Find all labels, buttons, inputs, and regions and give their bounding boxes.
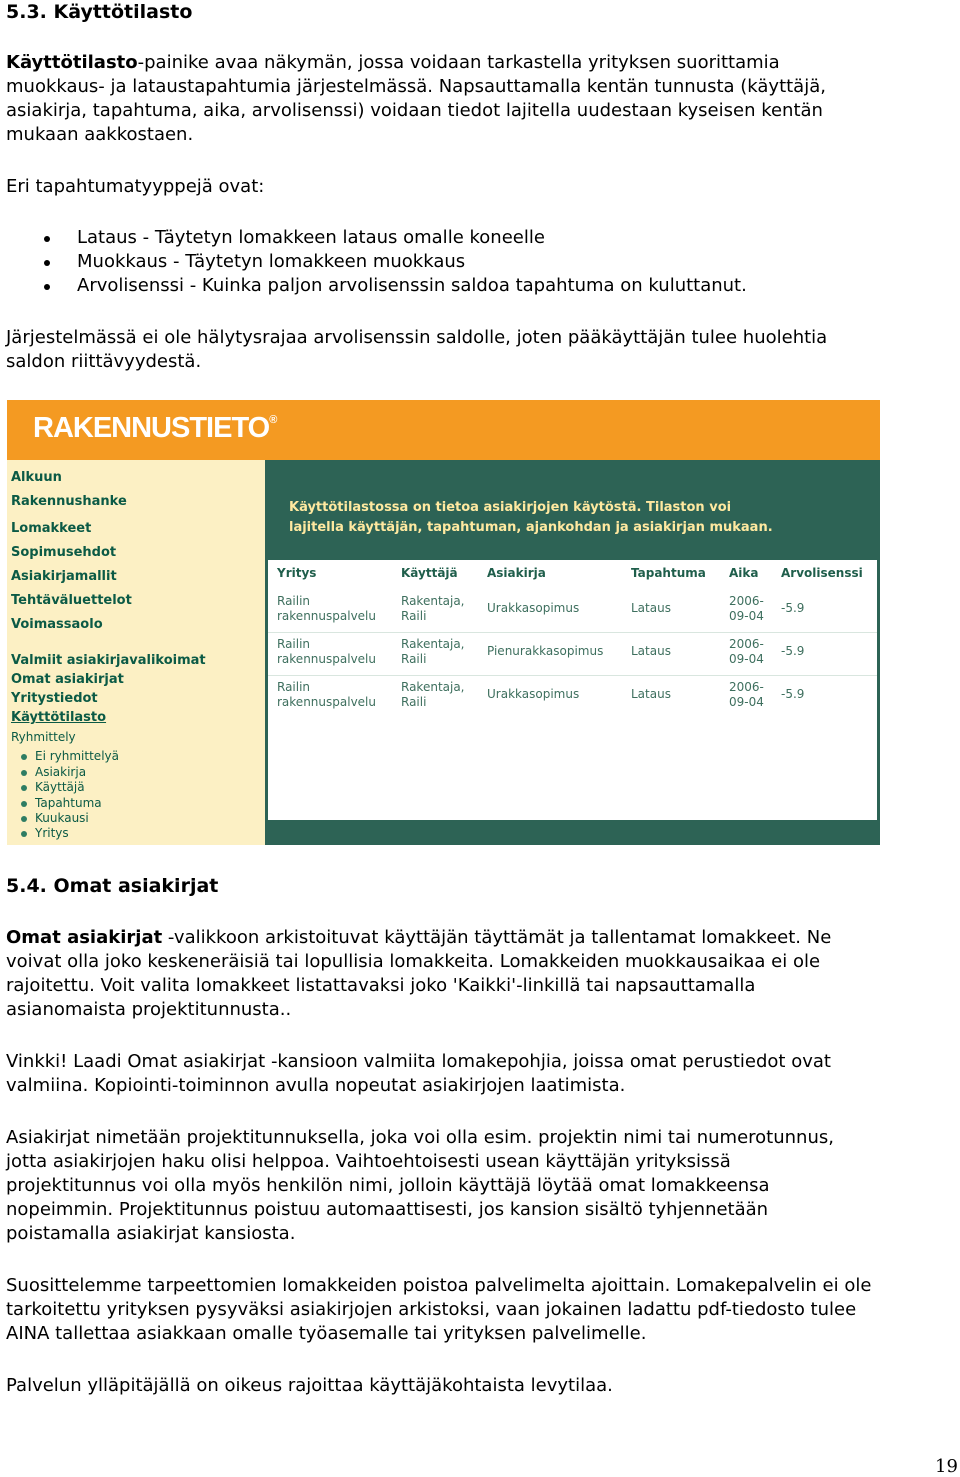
paragraph-line: nopeimmin. Projektitunnus poistuu automaattisesti, jos kansion sisältö tyhjennetään [6, 1199, 769, 1220]
grouping-option-ei-ryhmittelya[interactable]: Ei ryhmittelyä [21, 749, 119, 763]
table-cell: 2006- 09-04 [729, 594, 764, 623]
grouping-option-kayttaja[interactable]: Käyttäjä [21, 780, 85, 794]
app-banner [7, 400, 880, 460]
sidebar-item-alkuun[interactable]: Alkuun [11, 470, 62, 485]
table-cell: Rakentaja, Raili [401, 637, 465, 666]
table-cell: 2006- 09-04 [729, 680, 764, 709]
table-cell: Railin rakennuspalvelu [277, 637, 376, 666]
table-cell: -5.9 [781, 644, 805, 658]
column-header-asiakirja[interactable]: Asiakirja [487, 566, 546, 580]
paragraph-line: jotta asiakirjojen haku olisi helppoa. Vaihtoehtoisesti usean käyttäjän yrityksissä [6, 1151, 731, 1172]
table-cell: Urakkasopimus [487, 601, 580, 615]
paragraph-line: muokkaus- ja lataustapahtumia järjestelmässä. Napsauttamalla kentän tunnusta (käyttäjä, [6, 76, 826, 97]
bullet-icon [21, 831, 27, 837]
grouping-option-kuukausi[interactable]: Kuukausi [21, 811, 89, 825]
sidebar-item-lomakkeet[interactable]: Lomakkeet [11, 521, 92, 536]
paragraph-line: Vinkki! Laadi Omat asiakirjat -kansioon valmiita lomakepohjia, joissa omat perustiedot ovat [6, 1051, 831, 1072]
column-header-tapahtuma[interactable]: Tapahtuma [631, 566, 706, 580]
paragraph-line: Suosittelemme tarpeettomien lomakkeiden poistoa palvelimelta ajoittain. Lomakepalvelin ei ole [6, 1275, 872, 1296]
paragraph-line: rajoitettu. Voit valita lomakkeet listattavaksi joko 'Kaikki'-linkillä tai napsauttamalla [6, 975, 756, 996]
intro-text: Käyttötilastossa on tietoa asiakirjojen käytöstä. Tilaston voi lajitella käyttäjän, tapahtuman, ajankohdan ja asiakirjan mukaan. [289, 500, 773, 535]
paragraph-line: mukaan aakkostaen. [6, 124, 194, 145]
row-divider [268, 632, 877, 633]
paragraph-line: voivat olla joko keskeneräisiä tai lopullisia lomakkeita. Lomakkeiden muokkausaikaa ei ole [6, 951, 821, 972]
table-cell: Lataus [631, 644, 671, 658]
app-sidebar [7, 460, 265, 845]
table-cell: Railin rakennuspalvelu [277, 594, 376, 623]
column-header-yritys[interactable]: Yritys [277, 566, 317, 580]
paragraph-line: asianomaista projektitunnusta.. [6, 999, 292, 1020]
table-cell: -5.9 [781, 687, 805, 701]
paragraph-line [6, 51, 780, 75]
sidebar-item-sopimusehdot[interactable]: Sopimusehdot [11, 545, 117, 560]
column-header-kayttaja[interactable]: Käyttäjä [401, 566, 458, 580]
table-cell: Lataus [631, 601, 671, 615]
table-cell: -5.9 [781, 601, 805, 615]
sidebar-item-valmiit-asiakirjavalikoimat[interactable]: Valmiit asiakirjavalikoimat [11, 653, 206, 668]
sidebar-item-omat-asiakirjat[interactable]: Omat asiakirjat [11, 672, 124, 687]
app-main-panel [265, 460, 880, 845]
column-header-arvolisenssi[interactable]: Arvolisenssi [781, 566, 863, 580]
table-cell: Rakentaja, Raili [401, 680, 465, 709]
paragraph-line: valmiina. Kopiointi-toiminnon avulla nopeutat asiakirjojen laatimista. [6, 1075, 626, 1096]
bullet-icon [21, 754, 27, 760]
paragraph-line: AINA tallettaa asiakkaan omalle työasemalle tai yrityksen palvelimelle. [6, 1323, 647, 1344]
paragraph-line: saldon riittävyydestä. [6, 351, 202, 372]
bold-term: Käyttötilasto [6, 52, 138, 73]
paragraph-text: -valikkoon arkistoituvat käyttäjän täyttämät ja tallentamat lomakkeet. Ne [162, 927, 832, 948]
table-cell: Lataus [631, 687, 671, 701]
grouping-option-yritys[interactable]: Yritys [21, 826, 69, 840]
rakennustieto-logo: RAKENNUSTIETO® [33, 412, 277, 444]
bullet-icon [21, 816, 27, 822]
bullet-dot [44, 284, 50, 290]
table-cell: Pienurakkasopimus [487, 644, 604, 658]
sidebar-item-tehtavaluettelot[interactable]: Tehtäväluettelot [11, 593, 132, 608]
sidebar-item-kayttotilasto[interactable]: Käyttötilasto [11, 710, 107, 725]
sidebar-item-rakennushanke[interactable]: Rakennushanke [11, 494, 127, 509]
table-cell: Urakkasopimus [487, 687, 580, 701]
sidebar-item-yritystiedot[interactable]: Yritystiedot [11, 691, 98, 706]
paragraph-line: tarkoitettu yrityksen pysyväksi asiakirjojen arkistoksi, vaan jokainen ladattu pdf-tiedosto tulee [6, 1299, 857, 1320]
bullet-icon [21, 770, 27, 776]
paragraph-line: Asiakirjat nimetään projektitunnuksella, joka voi olla esim. projektin nimi tai numerotunnus, [6, 1127, 834, 1148]
page-number: 19 [935, 1456, 958, 1477]
paragraph-line: Palvelun ylläpitäjällä on oikeus rajoittaa käyttäjäkohtaista levytilaa. [6, 1375, 613, 1396]
table-cell: Railin rakennuspalvelu [277, 680, 376, 709]
grouping-option-tapahtuma[interactable]: Tapahtuma [21, 796, 102, 810]
section-heading-5-3: 5.3. Käyttötilasto [6, 1, 193, 23]
app-screenshot [7, 400, 880, 845]
bullet-item: Lataus - Täytetyn lomakkeen lataus omalle koneelle [77, 227, 545, 248]
paragraph-line: poistamalla asiakirjat kansiosta. [6, 1223, 296, 1244]
paragraph-line: projektitunnus voi olla myös henkilön nimi, jolloin käyttäjä löytää omat lomakkeensa [6, 1175, 770, 1196]
row-divider [268, 675, 877, 676]
bullet-dot [44, 236, 50, 242]
paragraph-text: -painike avaa näkymän, jossa voidaan tarkastella yrityksen suorittamia [137, 52, 780, 73]
types-intro: Eri tapahtumatyyppejä ovat: [6, 176, 265, 197]
bullet-dot [44, 260, 50, 266]
table-cell: 2006- 09-04 [729, 637, 764, 666]
section-heading-5-4: 5.4. Omat asiakirjat [6, 875, 219, 897]
paragraph-line [6, 926, 831, 950]
grouping-option-asiakirja[interactable]: Asiakirja [21, 765, 86, 779]
paragraph-line: asiakirja, tapahtuma, aika, arvolisenssi) voidaan tiedot lajitella uudestaan kyseisen kentän [6, 100, 823, 121]
bullet-item: Muokkaus - Täytetyn lomakkeen muokkaus [77, 251, 466, 272]
bullet-icon [21, 801, 27, 807]
table-cell: Rakentaja, Raili [401, 594, 465, 623]
bullet-item: Arvolisenssi - Kuinka paljon arvolisenssin saldoa tapahtuma on kuluttanut. [77, 275, 747, 296]
sidebar-item-voimassaolo[interactable]: Voimassaolo [11, 617, 103, 632]
paragraph-line: Järjestelmässä ei ole hälytysrajaa arvolisenssin saldolle, joten pääkäyttäjän tulee huolehtia [6, 327, 828, 348]
bold-term: Omat asiakirjat [6, 927, 163, 948]
bullet-icon [21, 785, 27, 791]
sidebar-group-label: Ryhmittely [11, 730, 76, 744]
sidebar-item-asiakirjamallit[interactable]: Asiakirjamallit [11, 569, 117, 584]
column-header-aika[interactable]: Aika [729, 566, 759, 580]
